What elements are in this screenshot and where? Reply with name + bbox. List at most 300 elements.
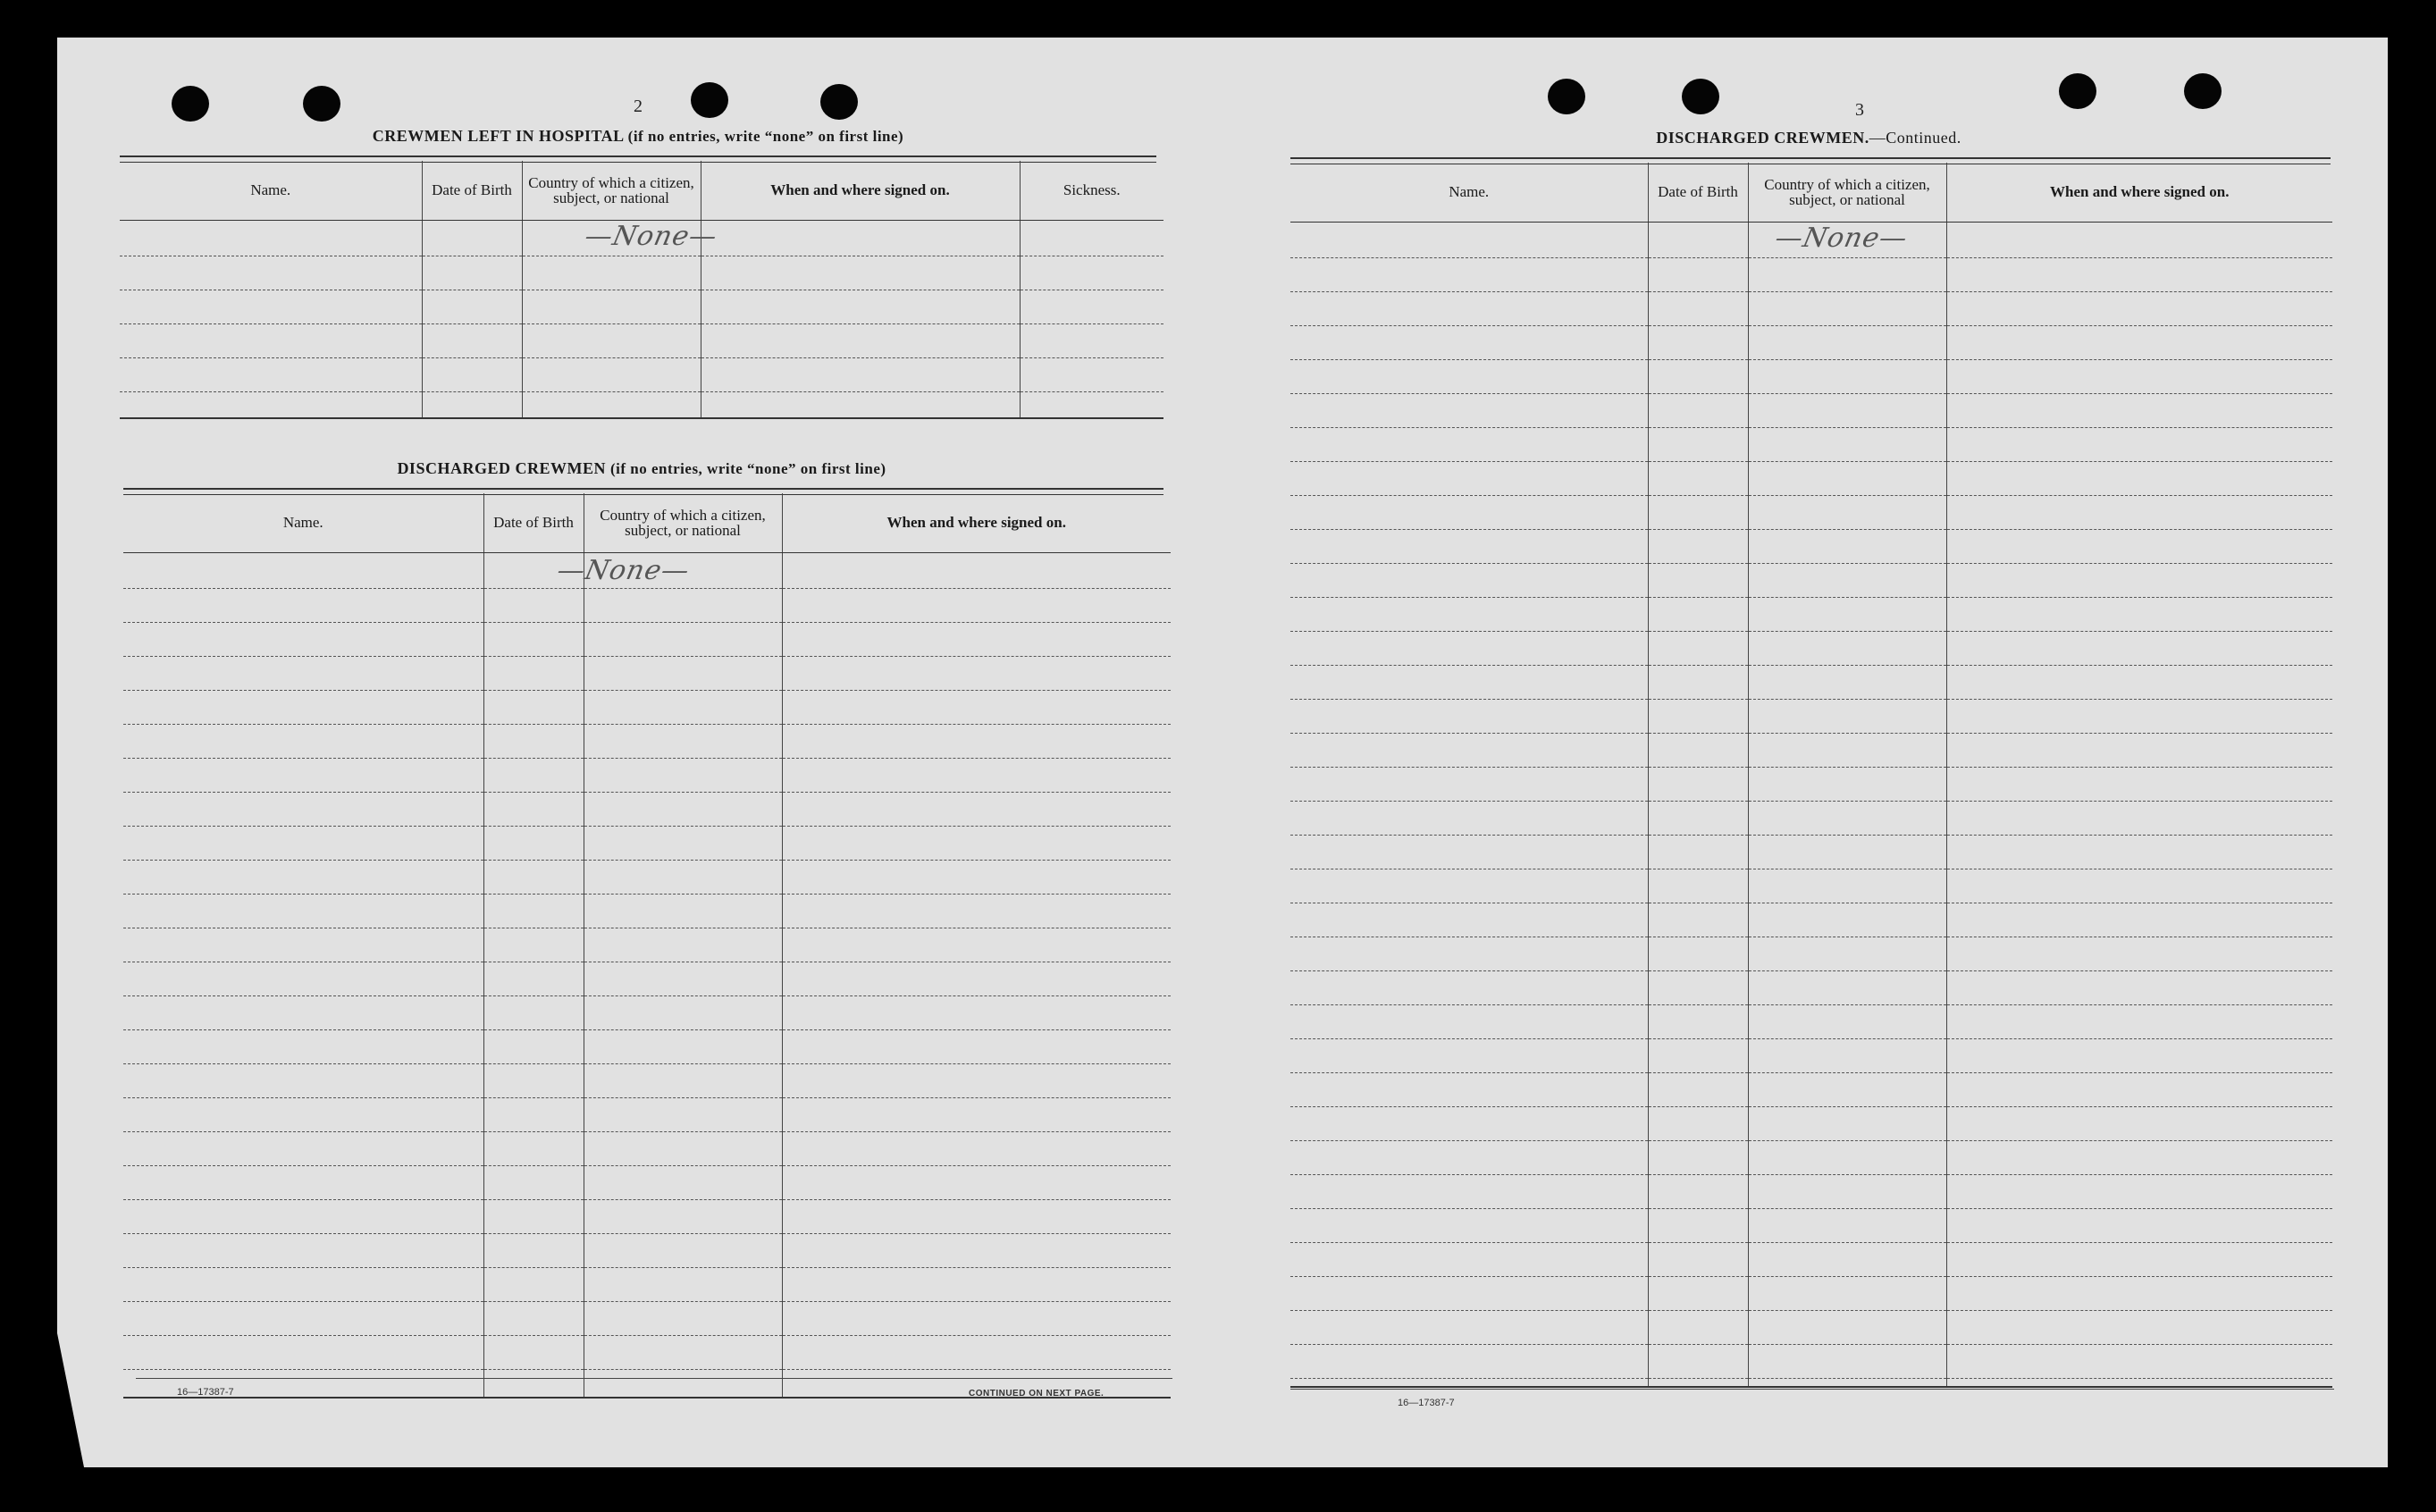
table-row (123, 656, 1171, 690)
blank-cell[interactable] (584, 792, 782, 826)
blank-cell[interactable] (1748, 257, 1946, 291)
blank-cell[interactable] (1748, 495, 1946, 529)
table-row (120, 220, 1163, 256)
table-row (1290, 767, 2332, 801)
col-name: Name. (123, 493, 483, 552)
blank-cell[interactable] (1290, 1344, 1648, 1378)
handwritten-none: —None— (1771, 222, 1911, 254)
col-signed-on: When and where signed on. (1946, 163, 2332, 222)
blank-cell[interactable] (1748, 1004, 1946, 1038)
blank-cell[interactable] (1946, 1174, 2332, 1208)
blank-cell[interactable] (1648, 257, 1748, 291)
blank-cell[interactable] (1290, 869, 1648, 903)
blank-cell[interactable] (123, 588, 483, 622)
blank-cell[interactable] (1748, 427, 1946, 461)
blank-cell[interactable] (123, 1233, 483, 1267)
blank-cell[interactable] (1648, 1242, 1748, 1276)
blank-cell[interactable] (1648, 1140, 1748, 1174)
blank-cell[interactable] (1290, 1208, 1648, 1242)
blank-cell[interactable] (1648, 733, 1748, 767)
table-row (1290, 1344, 2332, 1378)
blank-cell[interactable] (483, 758, 584, 792)
blank-cell[interactable] (1290, 529, 1648, 563)
blank-cell[interactable] (584, 826, 782, 860)
blank-cell[interactable] (123, 894, 483, 928)
blank-cell[interactable] (1946, 631, 2332, 665)
blank-cell[interactable] (1290, 767, 1648, 801)
blank-cell[interactable] (782, 928, 1171, 962)
blank-cell[interactable] (1946, 665, 2332, 699)
blank-cell[interactable] (782, 1165, 1171, 1199)
blank-cell[interactable] (1748, 1106, 1946, 1140)
blank-cell[interactable] (1648, 1208, 1748, 1242)
blank-cell[interactable] (123, 1267, 483, 1301)
blank-cell[interactable] (1748, 835, 1946, 869)
blank-cell[interactable] (1290, 937, 1648, 970)
table-row (123, 690, 1171, 724)
table-row (123, 1267, 1171, 1301)
blank-cell[interactable] (584, 1131, 782, 1165)
blank-cell[interactable] (1648, 801, 1748, 835)
blank-cell[interactable] (1648, 461, 1748, 495)
blank-cell[interactable] (1946, 529, 2332, 563)
blank-cell[interactable] (782, 1267, 1171, 1301)
blank-cell[interactable] (123, 690, 483, 724)
blank-cell[interactable] (123, 1199, 483, 1233)
blank-cell[interactable] (1946, 325, 2332, 359)
blank-cell[interactable] (1946, 1140, 2332, 1174)
blank-cell[interactable] (1946, 937, 2332, 970)
blank-cell[interactable] (782, 1131, 1171, 1165)
blank-cell[interactable] (1290, 733, 1648, 767)
blank-cell[interactable] (584, 1233, 782, 1267)
blank-cell[interactable] (1946, 393, 2332, 427)
blank-cell[interactable] (782, 860, 1171, 894)
blank-cell[interactable] (1648, 767, 1748, 801)
table-row (123, 1165, 1171, 1199)
blank-cell[interactable] (1946, 495, 2332, 529)
discharged-cont-title-text: DISCHARGED CREWMEN. (1656, 129, 1869, 147)
blank-cell[interactable] (584, 1267, 782, 1301)
blank-cell[interactable] (1648, 1106, 1748, 1140)
blank-cell[interactable] (123, 1063, 483, 1097)
blank-cell[interactable] (1290, 631, 1648, 665)
document-sheet (57, 38, 2388, 1467)
blank-cell[interactable] (1748, 1310, 1946, 1344)
blank-cell[interactable] (1648, 970, 1748, 1004)
blank-cell[interactable] (1648, 495, 1748, 529)
blank-cell[interactable] (782, 995, 1171, 1029)
blank-cell[interactable] (1748, 801, 1946, 835)
blank-cell[interactable] (123, 792, 483, 826)
blank-cell[interactable] (584, 690, 782, 724)
signed-cell[interactable] (1946, 222, 2332, 257)
blank-cell[interactable] (1748, 937, 1946, 970)
blank-cell[interactable] (1748, 597, 1946, 631)
blank-cell[interactable] (1648, 1310, 1748, 1344)
blank-cell[interactable] (1648, 1378, 1748, 1387)
blank-cell[interactable] (1946, 597, 2332, 631)
blank-cell[interactable] (483, 1233, 584, 1267)
blank-cell[interactable] (782, 1199, 1171, 1233)
blank-cell[interactable] (1748, 1140, 1946, 1174)
blank-cell[interactable] (1290, 903, 1648, 937)
blank-cell[interactable] (1648, 563, 1748, 597)
blank-cell[interactable] (1648, 1072, 1748, 1106)
table-row (123, 860, 1171, 894)
sickness-cell[interactable] (1020, 220, 1163, 256)
table-row (123, 552, 1171, 588)
blank-cell[interactable] (1290, 665, 1648, 699)
blank-cell[interactable] (782, 1063, 1171, 1097)
country-cell[interactable] (1748, 222, 1946, 257)
blank-cell[interactable] (483, 995, 584, 1029)
blank-cell[interactable] (584, 1369, 782, 1398)
blank-cell[interactable] (782, 1233, 1171, 1267)
blank-cell[interactable] (1290, 1310, 1648, 1344)
table-row (1290, 1242, 2332, 1276)
blank-cell[interactable] (1748, 1208, 1946, 1242)
blank-cell[interactable] (1290, 970, 1648, 1004)
blank-cell[interactable] (1748, 563, 1946, 597)
blank-cell[interactable] (483, 1267, 584, 1301)
blank-cell[interactable] (1290, 461, 1648, 495)
blank-cell[interactable] (1946, 257, 2332, 291)
left-page (57, 38, 1255, 1467)
discharged-cont-table (1290, 163, 2332, 1388)
blank-cell[interactable] (1946, 1276, 2332, 1310)
table-row (1290, 1378, 2332, 1387)
table-row (123, 928, 1171, 962)
blank-cell[interactable] (1748, 733, 1946, 767)
blank-cell[interactable] (1290, 563, 1648, 597)
blank-cell[interactable] (483, 894, 584, 928)
blank-cell[interactable] (1648, 325, 1748, 359)
blank-cell[interactable] (584, 758, 782, 792)
blank-cell[interactable] (782, 826, 1171, 860)
blank-cell[interactable] (483, 1063, 584, 1097)
table-row (120, 391, 1163, 418)
blank-cell[interactable] (123, 928, 483, 962)
footer-rule (136, 1378, 1172, 1379)
blank-cell[interactable] (123, 758, 483, 792)
blank-cell[interactable] (584, 622, 782, 656)
table-row (1290, 665, 2332, 699)
page-number: 2 (634, 97, 643, 116)
blank-cell[interactable] (1946, 1038, 2332, 1072)
blank-cell[interactable] (123, 724, 483, 758)
blank-cell[interactable] (1748, 1378, 1946, 1387)
blank-cell[interactable] (1648, 291, 1748, 325)
blank-cell[interactable] (1748, 869, 1946, 903)
table-row (1290, 1004, 2332, 1038)
blank-cell[interactable] (483, 1165, 584, 1199)
table-row (123, 1063, 1171, 1097)
blank-cell[interactable] (123, 1165, 483, 1199)
blank-cell[interactable] (1648, 835, 1748, 869)
blank-cell[interactable] (1748, 767, 1946, 801)
blank-cell[interactable] (123, 1097, 483, 1131)
blank-cell[interactable] (1648, 903, 1748, 937)
blank-cell[interactable] (1946, 733, 2332, 767)
blank-cell[interactable] (782, 588, 1171, 622)
blank-cell[interactable] (483, 1199, 584, 1233)
dob-cell[interactable] (1648, 222, 1748, 257)
blank-cell[interactable] (483, 1131, 584, 1165)
blank-cell[interactable] (782, 792, 1171, 826)
table-row (1290, 461, 2332, 495)
name-cell[interactable] (1290, 222, 1648, 257)
blank-cell[interactable] (782, 1335, 1171, 1369)
blank-cell[interactable] (1290, 801, 1648, 835)
blank-cell[interactable] (1290, 1378, 1648, 1387)
blank-cell[interactable] (584, 1335, 782, 1369)
blank-cell[interactable] (483, 724, 584, 758)
blank-cell[interactable] (1946, 1344, 2332, 1378)
blank-cell[interactable] (1290, 325, 1648, 359)
blank-cell[interactable] (123, 622, 483, 656)
blank-cell[interactable] (483, 792, 584, 826)
blank-cell[interactable] (123, 656, 483, 690)
blank-cell[interactable] (1748, 325, 1946, 359)
blank-cell[interactable] (483, 622, 584, 656)
blank-cell[interactable] (1290, 699, 1648, 733)
blank-cell[interactable] (1748, 1072, 1946, 1106)
col-name: Name. (120, 161, 422, 220)
blank-cell[interactable] (1290, 257, 1648, 291)
country-cell[interactable] (553, 552, 782, 588)
blank-cell[interactable] (1290, 1004, 1648, 1038)
hospital-table (120, 161, 1163, 419)
blank-cell[interactable] (123, 1335, 483, 1369)
blank-cell[interactable] (1748, 291, 1946, 325)
blank-cell[interactable] (1648, 699, 1748, 733)
table-row (1290, 222, 2332, 257)
signed-cell[interactable] (701, 220, 1020, 256)
blank-cell[interactable] (584, 588, 782, 622)
blank-cell[interactable] (1946, 1242, 2332, 1276)
blank-cell[interactable] (1648, 1276, 1748, 1310)
blank-cell[interactable] (782, 758, 1171, 792)
blank-cell[interactable] (123, 995, 483, 1029)
blank-cell[interactable] (1748, 1276, 1946, 1310)
blank-cell[interactable] (1748, 631, 1946, 665)
blank-cell[interactable] (584, 995, 782, 1029)
table-row (123, 1199, 1171, 1233)
blank-cell[interactable] (584, 1301, 782, 1335)
table-row (123, 622, 1171, 656)
blank-cell[interactable] (483, 1335, 584, 1369)
blank-cell[interactable] (584, 1165, 782, 1199)
blank-cell[interactable] (1290, 359, 1648, 393)
country-cell[interactable] (522, 220, 720, 256)
blank-cell[interactable] (1748, 393, 1946, 427)
blank-cell[interactable] (123, 1301, 483, 1335)
table-row (1290, 325, 2332, 359)
col-signed-on: When and where signed on. (782, 493, 1171, 552)
table-row (1290, 1208, 2332, 1242)
blank-cell[interactable] (1290, 1242, 1648, 1276)
blank-cell[interactable] (782, 656, 1171, 690)
blank-cell[interactable] (584, 860, 782, 894)
blank-cell[interactable] (1290, 1174, 1648, 1208)
blank-cell[interactable] (584, 894, 782, 928)
blank-cell[interactable] (123, 962, 483, 995)
hospital-note: (if no entries, write “none” on first line) (627, 128, 904, 145)
blank-cell[interactable] (1648, 597, 1748, 631)
table-row (1290, 1072, 2332, 1106)
blank-cell[interactable] (1946, 801, 2332, 835)
blank-cell[interactable] (483, 1369, 584, 1398)
blank-cell[interactable] (1946, 461, 2332, 495)
discharged-section-title (123, 459, 1160, 478)
col-date-of-birth: Date of Birth (422, 161, 522, 220)
blank-cell[interactable] (1290, 1276, 1648, 1310)
handwritten-none: —None— (581, 220, 720, 252)
blank-cell[interactable] (782, 690, 1171, 724)
blank-cell[interactable] (483, 1029, 584, 1063)
blank-cell[interactable] (782, 1097, 1171, 1131)
blank-cell[interactable] (1748, 1038, 1946, 1072)
blank-cell[interactable] (584, 928, 782, 962)
blank-cell[interactable] (1946, 1310, 2332, 1344)
blank-cell[interactable] (1946, 835, 2332, 869)
blank-cell[interactable] (782, 622, 1171, 656)
blank-cell[interactable] (1648, 1038, 1748, 1072)
blank-cell[interactable] (1946, 1378, 2332, 1387)
blank-cell[interactable] (1748, 461, 1946, 495)
blank-cell[interactable] (782, 894, 1171, 928)
blank-cell[interactable] (1290, 835, 1648, 869)
blank-cell[interactable] (1946, 1072, 2332, 1106)
blank-cell[interactable] (1290, 427, 1648, 461)
blank-cell[interactable] (483, 690, 584, 724)
blank-cell[interactable] (1748, 1344, 1946, 1378)
blank-cell[interactable] (1946, 1106, 2332, 1140)
blank-cell[interactable] (1290, 1072, 1648, 1106)
blank-cell[interactable] (1290, 291, 1648, 325)
blank-cell[interactable] (1290, 1140, 1648, 1174)
blank-cell[interactable] (1648, 631, 1748, 665)
table-row (120, 323, 1163, 357)
blank-cell[interactable] (123, 1029, 483, 1063)
blank-cell[interactable] (1748, 970, 1946, 1004)
dob-cell[interactable] (422, 220, 522, 256)
blank-cell[interactable] (1648, 359, 1748, 393)
blank-cell[interactable] (483, 826, 584, 860)
blank-cell[interactable] (1946, 427, 2332, 461)
blank-cell[interactable] (782, 1301, 1171, 1335)
blank-cell[interactable] (1748, 1174, 1946, 1208)
blank-cell[interactable] (1748, 359, 1946, 393)
blank-cell[interactable] (483, 1301, 584, 1335)
blank-cell[interactable] (1648, 869, 1748, 903)
name-cell[interactable] (120, 220, 422, 256)
blank-cell[interactable] (1648, 665, 1748, 699)
table-row (1290, 257, 2332, 291)
blank-cell[interactable] (1748, 699, 1946, 733)
form-number: 16—17387-7 (177, 1387, 234, 1398)
blank-cell[interactable] (483, 928, 584, 962)
blank-cell[interactable] (1290, 393, 1648, 427)
table-row (1290, 869, 2332, 903)
blank-cell[interactable] (483, 860, 584, 894)
blank-cell[interactable] (1290, 597, 1648, 631)
blank-cell[interactable] (1946, 1004, 2332, 1038)
blank-cell[interactable] (1946, 359, 2332, 393)
blank-cell[interactable] (1290, 1038, 1648, 1072)
blank-cell[interactable] (1946, 903, 2332, 937)
blank-cell[interactable] (584, 1029, 782, 1063)
blank-cell[interactable] (782, 962, 1171, 995)
blank-cell[interactable] (483, 588, 584, 622)
blank-cell[interactable] (1648, 393, 1748, 427)
blank-cell[interactable] (1648, 1004, 1748, 1038)
table-row (1290, 937, 2332, 970)
table-row (123, 1301, 1171, 1335)
blank-cell[interactable] (584, 1199, 782, 1233)
blank-cell[interactable] (123, 1131, 483, 1165)
table-row (123, 1233, 1171, 1267)
blank-cell[interactable] (483, 1097, 584, 1131)
blank-cell[interactable] (782, 1029, 1171, 1063)
blank-cell[interactable] (483, 656, 584, 690)
blank-cell[interactable] (1946, 1208, 2332, 1242)
blank-cell[interactable] (1946, 869, 2332, 903)
table-row (1290, 801, 2332, 835)
blank-cell[interactable] (1946, 563, 2332, 597)
table-row (123, 826, 1171, 860)
blank-cell[interactable] (1748, 529, 1946, 563)
signed-cell[interactable] (782, 552, 1171, 588)
table-row (123, 1131, 1171, 1165)
table-row (1290, 529, 2332, 563)
blank-cell[interactable] (584, 962, 782, 995)
blank-cell[interactable] (782, 724, 1171, 758)
table-row (1290, 970, 2332, 1004)
blank-cell[interactable] (1946, 767, 2332, 801)
footer-rule (1290, 1389, 2334, 1390)
blank-cell[interactable] (584, 1063, 782, 1097)
table-row (1290, 903, 2332, 937)
blank-cell[interactable] (1946, 699, 2332, 733)
table-row (1290, 1106, 2332, 1140)
blank-cell[interactable] (584, 656, 782, 690)
blank-cell[interactable] (1946, 970, 2332, 1004)
blank-cell[interactable] (123, 826, 483, 860)
blank-cell[interactable] (584, 1097, 782, 1131)
table-row (123, 1097, 1171, 1131)
blank-cell[interactable] (1290, 1106, 1648, 1140)
discharged-title: DISCHARGED CREWMEN (397, 459, 606, 477)
blank-cell[interactable] (1648, 937, 1748, 970)
blank-cell[interactable] (123, 860, 483, 894)
table-row (120, 290, 1163, 323)
blank-cell[interactable] (584, 724, 782, 758)
blank-cell[interactable] (1648, 1174, 1748, 1208)
name-cell[interactable] (123, 552, 483, 588)
blank-cell[interactable] (483, 962, 584, 995)
blank-cell[interactable] (1946, 291, 2332, 325)
blank-cell[interactable] (1648, 1344, 1748, 1378)
blank-cell[interactable] (1748, 903, 1946, 937)
blank-cell[interactable] (1748, 1242, 1946, 1276)
discharged-note: (if no entries, write “none” on first line) (609, 460, 886, 477)
blank-cell[interactable] (1648, 427, 1748, 461)
blank-cell[interactable] (1648, 529, 1748, 563)
blank-cell[interactable] (1748, 665, 1946, 699)
blank-cell[interactable] (1290, 495, 1648, 529)
